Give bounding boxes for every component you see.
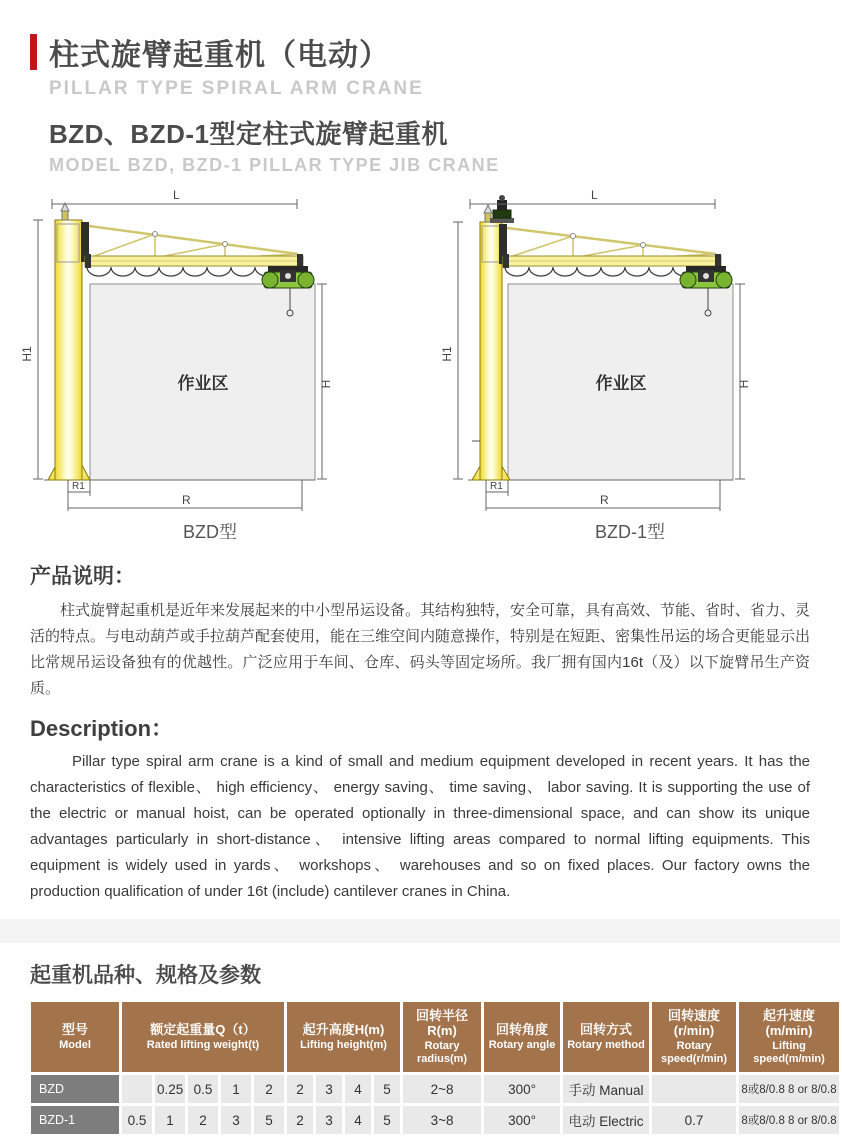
col-lifting-height: 起升高度H(m) Lifting height(m) xyxy=(287,1002,400,1072)
model-cell: BZD-1 xyxy=(31,1106,119,1134)
col-rotary-method: 回转方式 Rotary method xyxy=(563,1002,649,1072)
product-note-body: 柱式旋臂起重机是近年来发展起来的中小型吊运设备。其结构独特，安全可靠，具有高效、节能、省时、省力、灵活的特点。与电动葫芦或手拉葫芦配套使用，能在三维空间内随意操作，特别是在短距、密集性吊运的场合更能显示出比常规吊运设备独有的优越性。广泛应用于车间、仓库、码头等固定场所。我厂拥有国内16t（及）以下旋臂吊生产资质。 xyxy=(30,602,811,697)
angle-cell: 300° xyxy=(484,1106,560,1134)
lifting-speed-cell: 8或8/0.8 8 or 8/0.8 xyxy=(739,1075,839,1103)
spec-row-bzd xyxy=(31,1075,839,1103)
method-cell: 电动 Electric xyxy=(563,1106,649,1134)
dim-H: H xyxy=(319,379,333,389)
height-cell: 4 xyxy=(345,1075,371,1103)
height-cell: 2 xyxy=(287,1106,313,1134)
radius-cell: 3~8 xyxy=(403,1106,481,1134)
diagram-bzd xyxy=(0,184,420,544)
weight-cell: 3 xyxy=(221,1106,251,1134)
height-cell: 3 xyxy=(316,1106,342,1134)
height-cell: 5 xyxy=(374,1075,400,1103)
rotary-motor xyxy=(490,195,514,223)
method-cell: 手动 Manual xyxy=(563,1075,649,1103)
rotary-speed-cell xyxy=(652,1075,736,1103)
weight-cell: 5 xyxy=(254,1106,284,1134)
divider-band xyxy=(0,919,840,943)
diagram-bzd1 xyxy=(420,184,840,544)
dim-R: R xyxy=(182,493,191,507)
dim-H1: H1 xyxy=(20,346,34,362)
work-area-label: 作业区 xyxy=(177,374,229,393)
bzd1-caption: BZD-1型 xyxy=(594,522,665,542)
model-subtitle: BZD、BZD-1型定柱式旋臂起重机 xyxy=(49,119,448,149)
dim-L: L xyxy=(173,188,180,202)
bzd-caption: BZD型 xyxy=(183,522,237,542)
col-rotary-speed: 回转速度(r/min) Rotary speed(r/min) xyxy=(652,1002,736,1072)
model-subtitle-english: MODEL BZD, BZD-1 PILLAR TYPE JIB CRANE xyxy=(49,155,500,175)
model-cell: BZD xyxy=(31,1075,119,1103)
weight-cell: 2 xyxy=(254,1075,284,1103)
work-area-label: 作业区 xyxy=(595,374,647,393)
bzd-crane-drawing xyxy=(10,184,410,516)
dim-H1: H1 xyxy=(440,346,454,362)
dim-R1: R1 xyxy=(72,481,85,492)
description-section xyxy=(0,712,840,905)
jib-truss xyxy=(507,228,716,258)
spec-table-title: 起重机品种、规格及参数 xyxy=(30,964,261,987)
height-cell: 5 xyxy=(374,1106,400,1134)
angle-cell: 300° xyxy=(484,1075,560,1103)
weight-cell: 0.25 xyxy=(155,1075,185,1103)
weight-cell: 1 xyxy=(221,1075,251,1103)
dim-H: H xyxy=(737,379,751,389)
page-header xyxy=(0,0,840,176)
col-rotary-angle: 回转角度 Rotary angle xyxy=(484,1002,560,1072)
description-heading: Description： xyxy=(30,716,174,741)
weight-cell xyxy=(122,1075,152,1103)
page-title: 柱式旋臂起重机（电动） xyxy=(49,39,390,72)
product-note-heading: 产品说明： xyxy=(30,565,135,588)
diagram-row xyxy=(0,184,840,544)
weight-cell: 0.5 xyxy=(188,1075,218,1103)
spec-header-row xyxy=(31,1002,839,1072)
weight-cell: 0.5 xyxy=(122,1106,152,1134)
spec-table xyxy=(28,999,842,1137)
page-title-english: PILLAR TYPE SPIRAL ARM CRANE xyxy=(49,78,424,99)
red-accent-bar xyxy=(30,34,37,70)
col-rated-weight: 额定起重量Q（t） Rated lifting weight(t) xyxy=(122,1002,284,1072)
height-cell: 4 xyxy=(345,1106,371,1134)
jib-beam xyxy=(503,254,721,268)
height-cell: 2 xyxy=(287,1075,313,1103)
jib-beam xyxy=(85,254,303,268)
weight-cell: 1 xyxy=(155,1106,185,1134)
radius-cell: 2~8 xyxy=(403,1075,481,1103)
spec-section xyxy=(0,959,840,989)
lifting-speed-cell: 8或8/0.8 8 or 8/0.8 xyxy=(739,1106,839,1134)
description-body: Pillar type spiral arm crane is a kind of small and medium equipment developed in recent years. It has the characteristics of flexible、 high efficiency、 energy saving、 time saving、 labor saving. It is supporting the use of the electric or manual hoist, can be operated optionally in three-dimensional space, and can show its unique advantages particularly in short-distance、 intensive lifting areas compared to normal lifting equipments. This equipment is widely used in yards、 workshops、 warehouses and so on fixed places. Our factory owns the production qualification of under 16t (include) cantilever cranes in China. xyxy=(30,753,810,900)
weight-cell: 2 xyxy=(188,1106,218,1134)
col-rotary-radius: 回转半径R(m) Rotary radius(m) xyxy=(403,1002,481,1072)
dim-R1: R1 xyxy=(490,481,503,492)
height-cell: 3 xyxy=(316,1075,342,1103)
dim-R: R xyxy=(600,493,609,507)
spec-row-bzd1 xyxy=(31,1106,839,1134)
jib-truss xyxy=(89,226,298,258)
bzd1-crane-drawing xyxy=(430,184,830,516)
rotary-speed-cell: 0.7 xyxy=(652,1106,736,1134)
col-lifting-speed: 起升速度(m/min) Lifting speed(m/min) xyxy=(739,1002,839,1072)
dim-L: L xyxy=(591,188,598,202)
col-model: 型号 Model xyxy=(31,1002,119,1072)
product-note-section xyxy=(0,560,840,702)
